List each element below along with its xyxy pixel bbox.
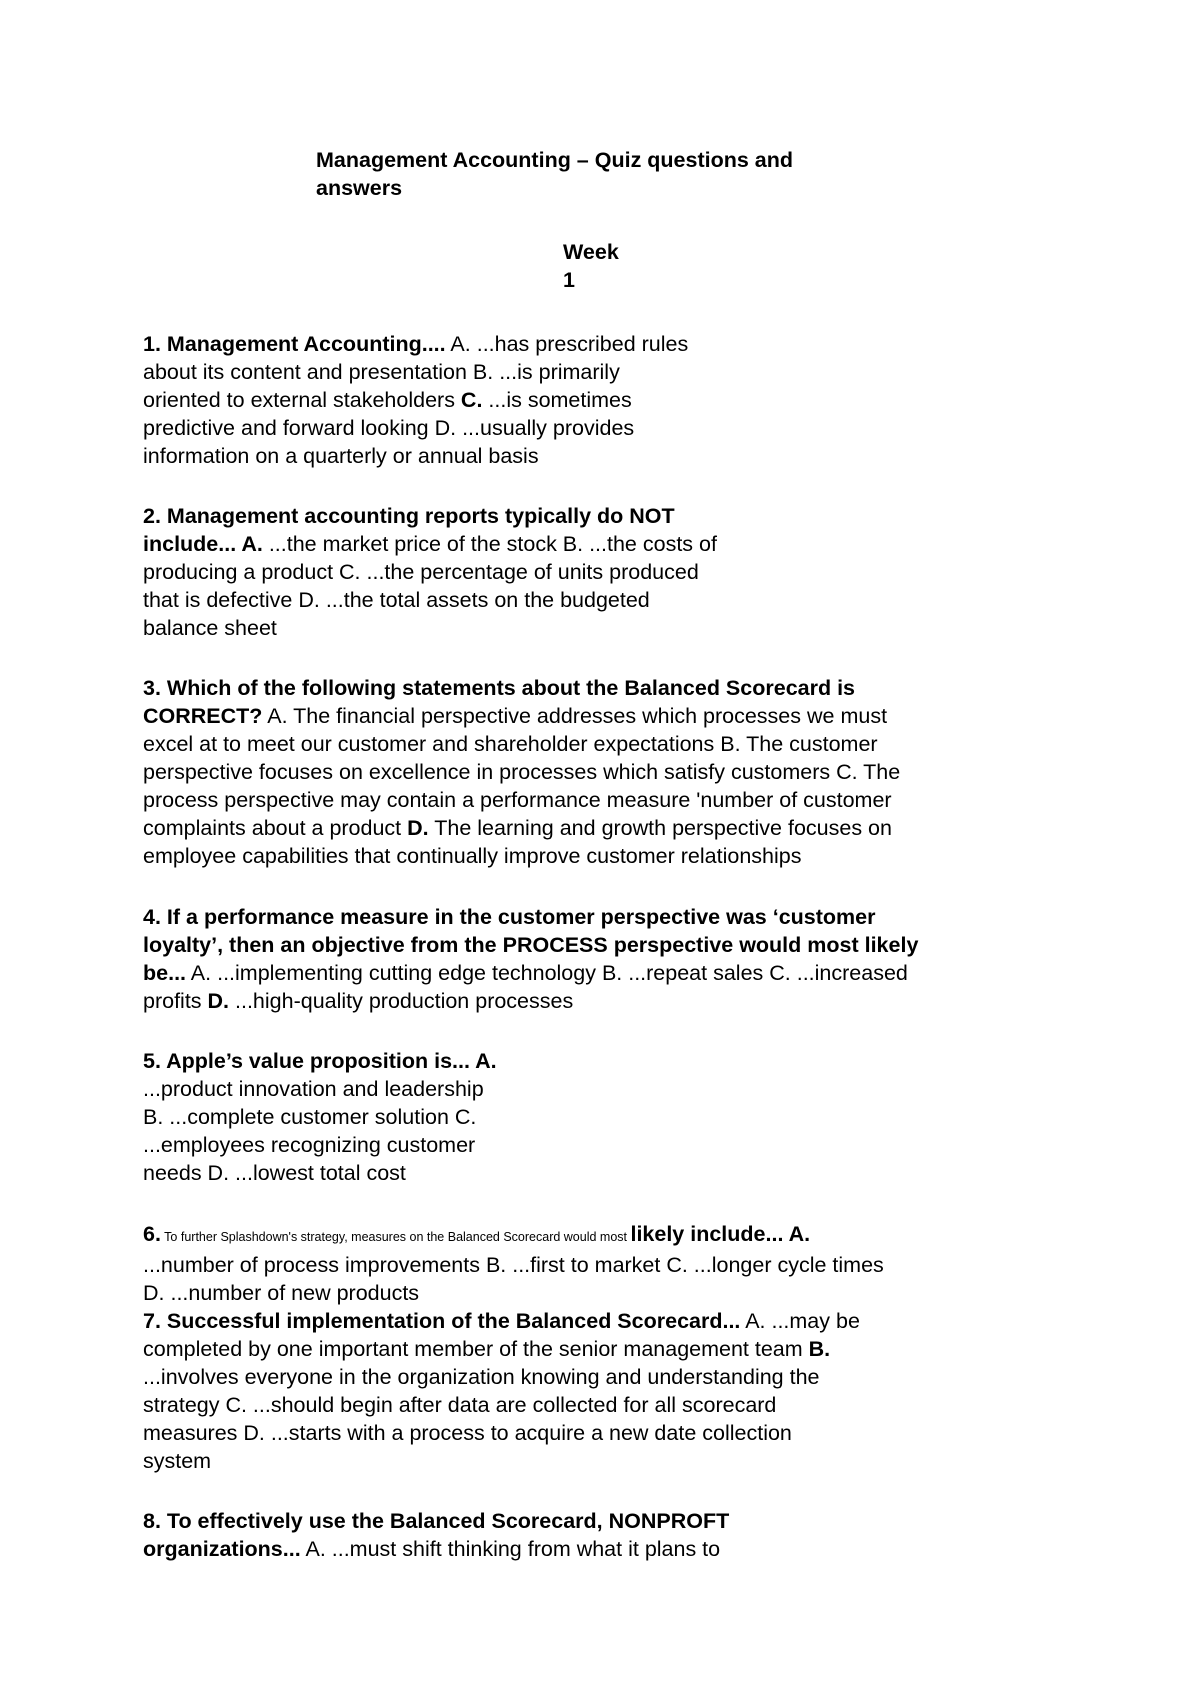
body-text: that is defective D. ...the total assets on the budgeted [143,588,650,612]
body-text: D. ...number of new products [143,1281,420,1305]
text-line [143,1220,884,1251]
text-line [143,1047,497,1075]
text-line [143,1447,884,1475]
bold-text: loyalty’, then an objective from the PROCESS perspective would most likely [143,933,919,957]
small-text: To further Splashdown's strategy, measures on the Balanced Scorecard would most [160,1230,631,1244]
body-text: system [143,1449,212,1473]
text-line [143,931,918,959]
body-text: process perspective may contain a performance measure 'number of customer [143,788,892,812]
body-text: The learning and growth perspective focuses on [428,816,892,840]
week-label: Week [563,240,619,264]
text-line [143,987,918,1015]
body-text: ...involves everyone in the organization knowing and understanding the [143,1365,820,1389]
text-line [143,702,900,730]
question-3 [143,674,900,870]
body-text: completed by one important member of the senior management team [143,1337,809,1361]
bold-text: 7. Successful implementation of the Balanced Scorecard... [143,1309,741,1333]
text-line [143,1507,729,1535]
text-line [143,903,918,931]
body-text: ...number of process improvements B. ...first to market C. ...longer cycle times [143,1253,884,1277]
body-text: ...is sometimes [482,388,632,412]
body-text: perspective focuses on excellence in processes which satisfy customers C. The [143,760,901,784]
text-line [143,502,717,530]
question-4 [143,903,918,1015]
text-line [143,1363,884,1391]
bold-text: 8. To effectively use the Balanced Scorecard, NONPROFT [143,1509,730,1533]
body-text: excel at to meet our customer and shareholder expectations B. The customer [143,732,878,756]
text-line [143,414,688,442]
text-line [143,1075,497,1103]
question-5 [143,1047,497,1187]
body-text: oriented to external stakeholders [143,388,461,412]
text-line [143,1391,884,1419]
text-line [143,1419,884,1447]
text-line [143,842,900,870]
body-text: ...product innovation and leadership [143,1077,484,1101]
body-text: A. ...has prescribed rules [445,332,689,356]
body-text: about its content and presentation B. ...is primarily [143,360,620,384]
question-1 [143,330,688,470]
body-text: profits [143,989,208,1013]
text-line [143,1279,884,1307]
bold-text: be... [143,961,187,985]
text-line [143,1159,497,1187]
bold-text: B. [808,1337,831,1361]
week-number: 1 [563,268,575,292]
text-line [143,758,900,786]
text-line [143,530,717,558]
bold-text: D. [207,989,230,1013]
body-text: A. ...must shift thinking from what it plans to [300,1537,721,1561]
text-line [143,358,688,386]
body-text: measures D. ...starts with a process to acquire a new date collection [143,1421,792,1445]
text-line [143,1335,884,1363]
bold-text: 2. Management accounting reports typically do NOT [143,504,675,528]
bold-text: likely include... A. [630,1222,811,1246]
body-text: ...high-quality production processes [229,989,574,1013]
bold-text: include... A. [143,532,263,556]
text-line [143,386,688,414]
body-text: B. ...complete customer solution C. [143,1105,477,1129]
bold-text: CORRECT? [143,704,263,728]
question-2 [143,502,717,642]
bold-text: C. [460,388,483,412]
bold-text: 5. Apple’s value proposition is... A. [143,1049,497,1073]
text-line [143,730,900,758]
text-line [143,586,717,614]
questions-6-7 [143,1220,884,1475]
body-text: balance sheet [143,616,277,640]
title-line: answers [316,176,403,200]
body-text: needs D. ...lowest total cost [143,1161,406,1185]
title-line: Management Accounting – Quiz questions and [316,148,794,172]
text-line [143,1131,497,1159]
body-text: predictive and forward looking D. ...usually provides [143,416,635,440]
body-text: information on a quarterly or annual basis [143,444,539,468]
body-text: producing a product C. ...the percentage of units produced [143,560,699,584]
question-8 [143,1507,729,1563]
body-text: A. ...implementing cutting edge technology B. ...repeat sales C. ...increased [186,961,908,985]
week-heading [563,238,683,294]
text-line [143,330,688,358]
body-text: A. The financial perspective addresses which processes we must [262,704,888,728]
text-line [143,674,900,702]
bold-text: D. [407,816,429,840]
bold-text: 1. Management Accounting.... [143,332,446,356]
text-line [143,614,717,642]
text-line [143,1103,497,1131]
body-text: ...the market price of the stock B. ...the costs of [262,532,717,556]
text-line [143,1251,884,1279]
text-line [143,1535,729,1563]
bold-text: 4. If a performance measure in the customer perspective was ‘customer [143,905,876,929]
text-line [143,1307,884,1335]
text-line [143,442,688,470]
bold-text: 6. [143,1222,161,1246]
text-line [143,786,900,814]
body-text: strategy C. ...should begin after data are collected for all scorecard [143,1393,777,1417]
text-line [143,814,900,842]
body-text: employee capabilities that continually improve customer relationships [143,844,802,868]
bold-text: organizations... [143,1537,301,1561]
text-line [143,959,918,987]
body-text: ...employees recognizing customer [143,1133,476,1157]
bold-text: 3. Which of the following statements about the Balanced Scorecard is [143,676,856,700]
body-text: A. ...may be [740,1309,860,1333]
body-text: complaints about a product [143,816,408,840]
text-line [143,558,717,586]
document-title [316,146,876,202]
